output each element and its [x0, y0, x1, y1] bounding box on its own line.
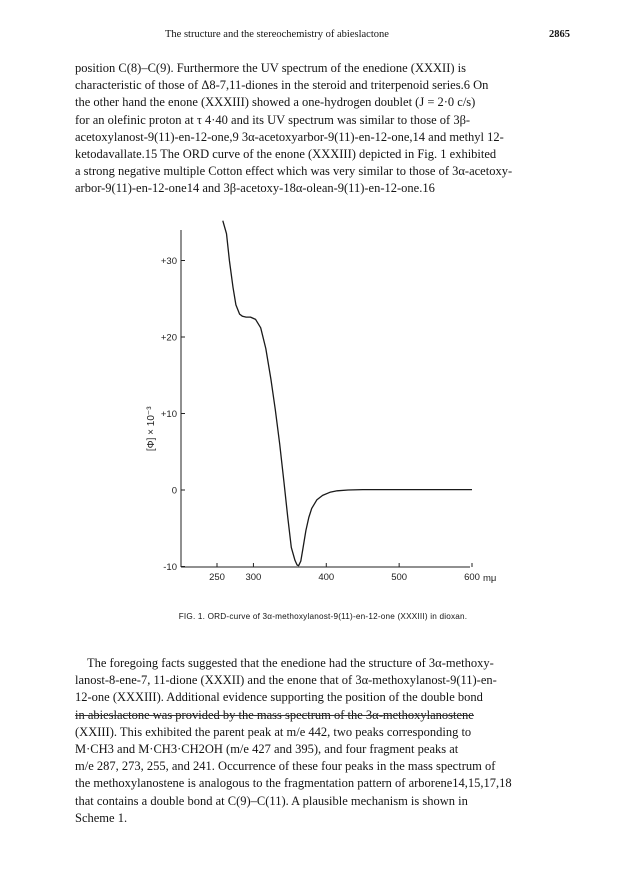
text-line: ketodavallate.15 The ORD curve of the enone (XXXIII) depicted in Fig. 1 exhibited: [75, 147, 497, 162]
figure-caption: FIG. 1. ORD-curve of 3α-methoxylanost-9(11)-en-12-one (XXXIII) in dioxan.: [178, 612, 468, 621]
text-line: for an olefinic proton at τ 4·40 and its UV spectrum was similar to those of 3β-: [75, 112, 471, 127]
text-line: arbor-9(11)-en-12-one14 and 3β-acetoxy-18α-olean-9(11)-en-12-one.16: [75, 181, 435, 196]
x-tick-label: 300: [245, 572, 262, 583]
page-number: 2865: [549, 29, 570, 40]
text-line: The foregoing facts suggested that the enedione had the structure of 3α-methoxy-: [87, 656, 494, 670]
running-head-title: The structure and the stereochemistry of abieslactone: [165, 29, 389, 40]
x-unit-label: mμ: [483, 573, 497, 584]
text-line: acetoxylanost-9(11)-en-12-one,9 3α-acetoxyarbor-9(11)-en-12-one,14 and methyl 12-: [75, 129, 504, 144]
text-line: [75, 707, 571, 724]
body-paragraph-2: [75, 655, 571, 827]
text-line: a strong negative multiple Cotton effect which was very similar to those of 3α-acetoxy-: [75, 164, 513, 179]
y-tick-label: -10: [163, 562, 177, 573]
y-tick-label: 0: [171, 485, 177, 497]
text-line: lanost-8-ene-7, 11-dione (XXXII) and the enone that of 3α-methoxylanost-9(11)-en-: [75, 673, 497, 688]
text-line: characteristic of those of Δ8-7,11-diones in the steroid and triterpenoid series.6 On: [75, 78, 489, 93]
text-line: (XXIII). This exhibited the parent peak at m/e 442, two peaks corresponding to: [75, 724, 472, 739]
x-tick-label: 400: [318, 572, 335, 583]
text-line: 12-one (XXXIII). Additional evidence supporting the position of the double bond: [75, 690, 483, 705]
y-tick-label: +20: [160, 332, 177, 344]
x-tick-label: 600: [464, 572, 480, 583]
y-tick-label: +10: [160, 409, 177, 420]
text-line: M·CH3 and M·CH3·CH2OH (m/e 427 and 395), and four fragment peaks at: [75, 742, 459, 757]
text-line: the methoxylanostene is analogous to the fragmentation pattern of arborene14,15,17,18: [75, 776, 512, 791]
text-line: the other hand the enone (XXXIII) showed a one-hydrogen doublet (J = 2·0 c/s): [75, 95, 476, 110]
x-tick-label: 500: [391, 572, 408, 583]
struck-text-line: in abieslactone was provided by the mass spectrum of the 3α-methoxylanostene: [75, 707, 474, 722]
ord-curve-line: [223, 221, 472, 566]
y-axis-label: [Φ] × 10⁻³: [146, 406, 157, 452]
text-line: that contains a double bond at C(9)–C(11). A plausible mechanism is shown in: [75, 793, 468, 808]
text-line: Scheme 1.: [75, 810, 128, 825]
text-line: m/e 287, 273, 255, and 241. Occurrence of these four peaks in the mass spectrum of: [75, 759, 496, 774]
x-tick-label: 250: [209, 572, 225, 583]
y-tick-label: +30: [160, 256, 177, 267]
text-line: position C(8)–C(9). Furthermore the UV spectrum of the enedione (XXXII) is: [75, 61, 467, 75]
